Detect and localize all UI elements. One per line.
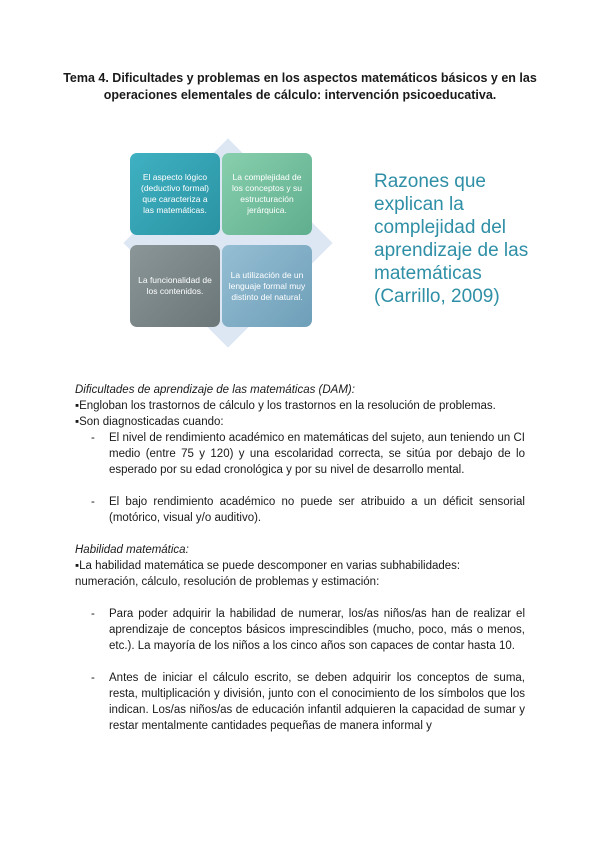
- reasons-diagram: [118, 133, 338, 353]
- habilidad-item-2: Antes de iniciar el cálculo escrito, se deben adquirir los conceptos de suma, resta, multiplicación y división, junto con el conocimiento de los símbolos que los indican. Los/as niños/as de educación infantil adquieren la capacidad de sumar y restar mentalmente cantidades pequeñas de manera informal y: [109, 672, 525, 732]
- list-item: [75, 670, 525, 734]
- habilidad-bullet: ▪La habilidad matemática se puede descomponer en varias subhabilidades: numeración, cálculo, resolución de problemas y estimación:: [75, 560, 461, 588]
- habilidad-item-1: Para poder adquirir la habilidad de numerar, los/as niños/as han de realizar el aprendizaje de conceptos básicos imprescindibles (mucho, poco, más o menos, etc.). La mayoría de los niños a los cinco años son capaces de contar hasta 10.: [109, 608, 525, 652]
- list-item: [75, 606, 525, 654]
- dash-marker: -: [91, 672, 95, 684]
- dam-bullet-2: ▪Son diagnosticadas cuando:: [75, 416, 224, 428]
- list-item: [75, 430, 525, 478]
- dam-bullet-1: ▪Engloban los trastornos de cálculo y los trastornos en la resolución de problemas.: [75, 400, 496, 412]
- diagram-heading: Razones que explican la complejidad del aprendizaje de las matemáticas (Carrillo, 2009): [374, 171, 529, 307]
- dam-criterion-2: El bajo rendimiento académico no puede ser atribuido a un déficit sensorial (motórico, visual y/o auditivo).: [109, 496, 525, 524]
- page-title: Tema 4. Dificultades y problemas en los aspectos matemáticos básicos y en las operaciones elementales de cálculo: intervención psicoeducativa.: [63, 71, 537, 102]
- diagram-tile-logical-aspect: El aspecto lógico (deductivo formal) que caracteriza a las matemáticas.: [130, 153, 220, 235]
- diagram-tile-concept-complexity: La complejidad de los conceptos y su estructuración jerárquica.: [222, 153, 312, 235]
- dam-section-title: Dificultades de aprendizaje de las matemáticas (DAM):: [75, 384, 355, 396]
- dash-marker: -: [91, 432, 95, 444]
- dam-criterion-1: El nivel de rendimiento académico en matemáticas del sujeto, aun teniendo un CI medio (entre 75 y 120) y una escolaridad correcta, se sitúa por debajo de lo esperado por su edad cronológica y por su nivel de desarrollo mental.: [109, 432, 525, 476]
- diagram-tile-content-functionality: La funcionalidad de los contenidos.: [130, 245, 220, 327]
- dash-marker: -: [91, 608, 95, 620]
- diagram-tile-formal-language: La utilización de un lenguaje formal muy distinto del natural.: [222, 245, 312, 327]
- list-item: [75, 494, 525, 526]
- dash-marker: -: [91, 496, 95, 508]
- document-body: [75, 382, 525, 734]
- habilidad-section-title: Habilidad matemática:: [75, 544, 189, 556]
